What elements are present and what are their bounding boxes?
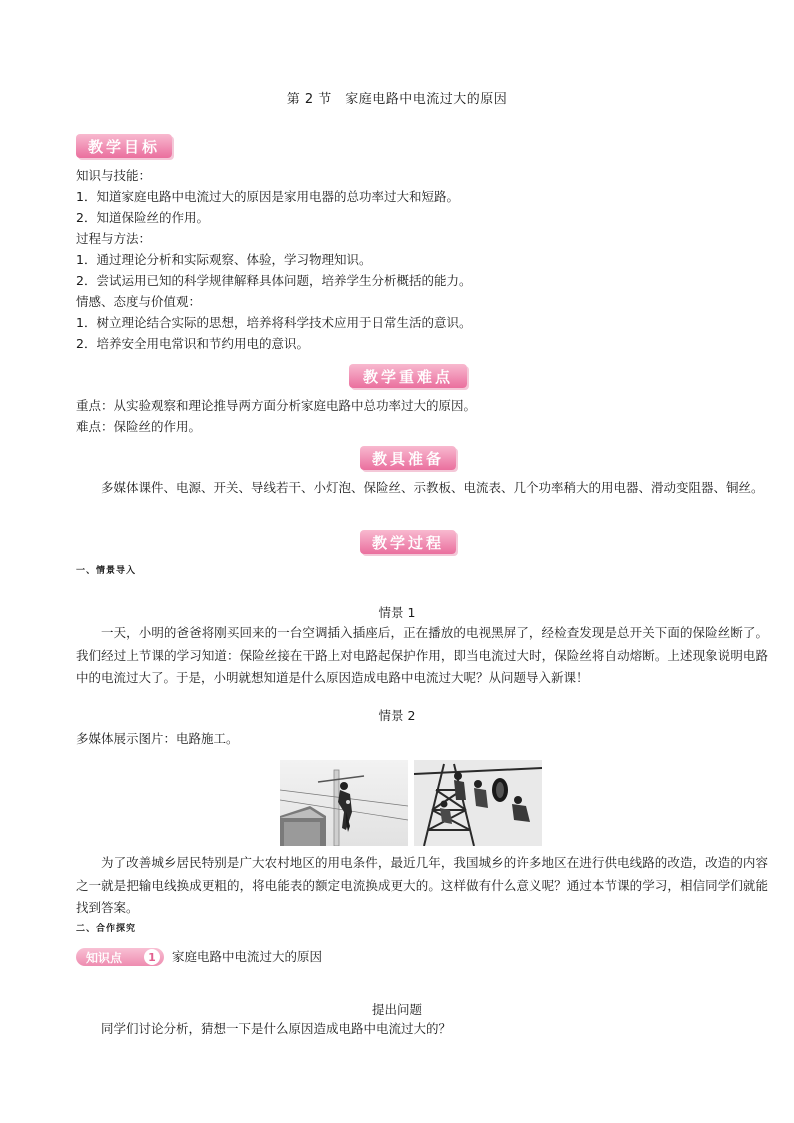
objectives-process-2: 2．尝试运用已知的科学规律解释具体问题，培养学生分析概括的能力。 (76, 273, 472, 288)
scene2-intro: 多媒体展示图片：电路施工。 (76, 731, 239, 746)
photo-tower-workers (414, 760, 542, 846)
objectives-process-heading: 过程与方法： (76, 231, 152, 246)
knowledge-point-badge (76, 948, 164, 966)
scene2-title: 情景 2 (378, 708, 416, 723)
objectives-knowledge-2: 2．知道保险丝的作用。 (76, 210, 209, 225)
key-point: 重点：从实验观察和理论推导两方面分析家庭电路中总功率过大的原因。 (76, 398, 477, 413)
objectives-emotion-2: 2．培养安全用电常识和节约用电的意识。 (76, 336, 309, 351)
objectives-emotion-1: 1．树立理论结合实际的思想，培养将科学技术应用于日常生活的意识。 (76, 315, 472, 330)
banner-difficulties: 教学重难点 (349, 364, 467, 388)
section-heading-explore: 二、合作探究 (76, 924, 137, 934)
difficult-point: 难点：保险丝的作用。 (76, 419, 202, 434)
knowledge-point-label: 知识点 (86, 950, 123, 965)
banner-objectives: 教学目标 (76, 134, 172, 158)
question-text: 同学们讨论分析，猜想一下是什么原因造成电路中电流过大的？ (101, 1021, 452, 1036)
question-title: 提出问题 (371, 1002, 422, 1017)
banner-tools: 教具准备 (360, 446, 456, 470)
objectives-knowledge-1: 1．知道家庭电路中电流过大的原因是家用电器的总功率过大和短路。 (76, 189, 459, 204)
tools-text: 多媒体课件、电源、开关、导线若干、小灯泡、保险丝、示教板、电流表、几个功率稍大的用电器、滑动变阻器、铜丝。 (101, 480, 764, 495)
page-title: 第 2 节 家庭电路中电流过大的原因 (286, 92, 508, 107)
scene2-text: 为了改善城乡居民特别是广大农村地区的用电条件，最近几年，我国城乡的许多地区在进行供电线路的改造，改造的内容之一就是把输电线换成更粗的，将电能表的额定电流换成更大的。这样做有什么意义呢？通过本节课的学习，相信同学们就能找到答案。 (76, 855, 768, 915)
banner-process: 教学过程 (360, 530, 456, 554)
objectives-knowledge-heading: 知识与技能： (76, 168, 152, 183)
section-heading-intro: 一、情景导入 (76, 566, 137, 576)
scene1-text: 一天，小明的爸爸将刚买回来的一台空调插入插座后，正在播放的电视黑屏了，经检查发现是总开关下面的保险丝断了。我们经过上节课的学习知道：保险丝接在干路上对电路起保护作用，即当电流过大时，保险丝将自动熔断。上述现象说明电路中的电流过大了。于是，小明就想知道是什么原因造成电路中电流过大呢？从问题导入新课！ (76, 625, 768, 685)
objectives-emotion-heading: 情感、态度与价值观： (76, 294, 202, 309)
knowledge-point-title: 家庭电路中电流过大的原因 (172, 949, 323, 964)
objectives-process-1: 1．通过理论分析和实际观察、体验，学习物理知识。 (76, 252, 372, 267)
knowledge-point-number: 1 (144, 949, 160, 965)
photo-pole-worker (280, 760, 408, 846)
scene1-title: 情景 1 (378, 605, 416, 620)
